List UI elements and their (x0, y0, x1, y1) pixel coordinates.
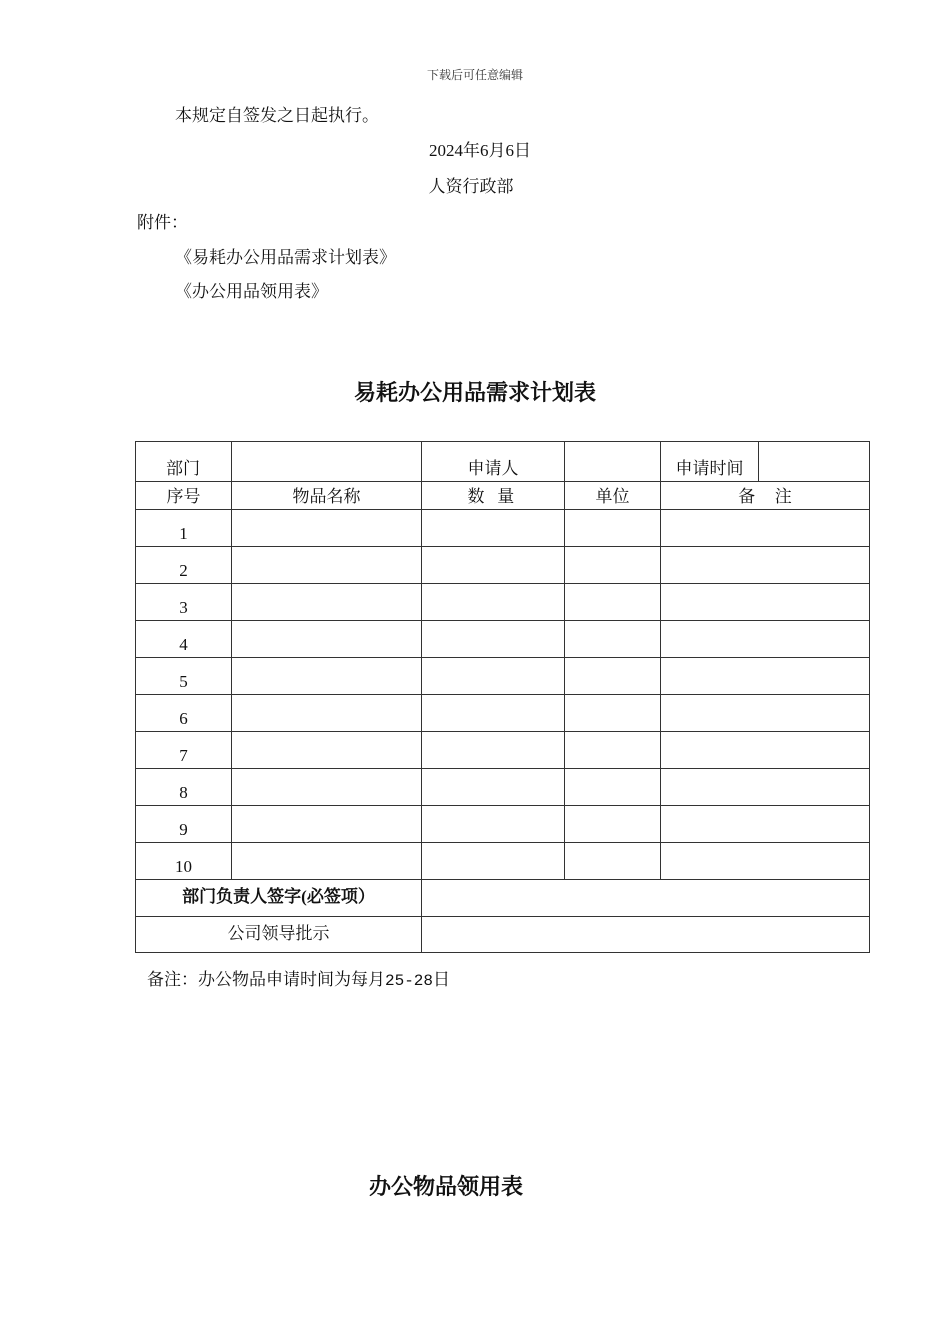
note-cell[interactable] (661, 806, 870, 843)
table-row (136, 547, 870, 584)
table-row (136, 769, 870, 806)
unit-cell[interactable] (565, 769, 661, 806)
dept-head-sign-label: 部门负责人签字(必签项） (136, 880, 422, 917)
quantity-cell[interactable] (422, 584, 565, 621)
item-name-cell[interactable] (232, 806, 422, 843)
quantity-cell[interactable] (422, 843, 565, 880)
dept-label: 部门 (136, 442, 232, 482)
leader-approval-field[interactable] (422, 917, 870, 953)
quantity-cell[interactable] (422, 769, 565, 806)
remark-date-range: 25-28 (385, 972, 434, 990)
apply-time-label: 申请时间 (661, 442, 759, 482)
row-number: 2 (136, 547, 232, 584)
unit-cell[interactable] (565, 806, 661, 843)
row-number: 3 (136, 584, 232, 621)
apply-time-field[interactable] (759, 442, 870, 482)
item-name-cell[interactable] (232, 547, 422, 584)
quantity-cell[interactable] (422, 658, 565, 695)
item-name-cell[interactable] (232, 769, 422, 806)
dept-head-sign-field[interactable] (422, 880, 870, 917)
unit-cell[interactable] (565, 843, 661, 880)
note-cell[interactable] (661, 769, 870, 806)
table-row (136, 510, 870, 547)
note-cell[interactable] (661, 547, 870, 584)
application-time-remark (147, 965, 450, 990)
item-name-cell[interactable] (232, 732, 422, 769)
column-header: 数 量 (422, 482, 565, 510)
note-cell[interactable] (661, 695, 870, 732)
note-cell[interactable] (661, 584, 870, 621)
unit-cell[interactable] (565, 584, 661, 621)
table-row (136, 621, 870, 658)
item-name-cell[interactable] (232, 584, 422, 621)
attachment-item: 《办公用品领用表》 (175, 282, 328, 301)
note-cell[interactable] (661, 843, 870, 880)
table-row (136, 658, 870, 695)
applicant-label: 申请人 (422, 442, 565, 482)
unit-cell[interactable] (565, 621, 661, 658)
table-row (136, 584, 870, 621)
unit-cell[interactable] (565, 658, 661, 695)
unit-cell[interactable] (565, 510, 661, 547)
column-header: 备 注 (661, 482, 870, 510)
item-name-cell[interactable] (232, 843, 422, 880)
column-header: 序号 (136, 482, 232, 510)
row-number: 5 (136, 658, 232, 695)
issue-date: 2024年6月6日 (429, 141, 531, 160)
table-row (136, 695, 870, 732)
row-number: 7 (136, 732, 232, 769)
plan-form-title: 易耗办公用品需求计划表 (353, 380, 596, 405)
effective-statement: 本规定自签发之日起执行。 (175, 106, 379, 125)
dept-field[interactable] (232, 442, 422, 482)
table-row (136, 806, 870, 843)
note-cell[interactable] (661, 732, 870, 769)
item-name-cell[interactable] (232, 510, 422, 547)
dept-head-sign-row (136, 880, 870, 917)
note-cell[interactable] (661, 658, 870, 695)
item-name-cell[interactable] (232, 695, 422, 732)
column-header-row (136, 482, 870, 510)
column-header: 物品名称 (232, 482, 422, 510)
quantity-cell[interactable] (422, 547, 565, 584)
unit-cell[interactable] (565, 547, 661, 584)
item-name-cell[interactable] (232, 658, 422, 695)
row-number: 8 (136, 769, 232, 806)
issuing-department: 人资行政部 (428, 177, 514, 196)
remark-suffix: 日 (433, 970, 451, 989)
leader-approval-label: 公司领导批示 (136, 917, 422, 953)
unit-cell[interactable] (565, 732, 661, 769)
unit-cell[interactable] (565, 695, 661, 732)
row-number: 6 (136, 695, 232, 732)
leader-approval-row (136, 917, 870, 953)
attachment-item: 《易耗办公用品需求计划表》 (175, 248, 396, 267)
quantity-cell[interactable] (422, 732, 565, 769)
row-number: 10 (136, 843, 232, 880)
quantity-cell[interactable] (422, 806, 565, 843)
form-header-row (136, 442, 870, 482)
row-number: 1 (136, 510, 232, 547)
note-cell[interactable] (661, 510, 870, 547)
attachments-label: 附件： (137, 213, 188, 232)
table-row (136, 732, 870, 769)
remark-text: 备注：办公物品申请时间为每月 (147, 970, 385, 989)
usage-form-title: 办公物品领用表 (368, 1174, 523, 1199)
row-number: 4 (136, 621, 232, 658)
item-name-cell[interactable] (232, 621, 422, 658)
row-number: 9 (136, 806, 232, 843)
quantity-cell[interactable] (422, 621, 565, 658)
applicant-field[interactable] (565, 442, 661, 482)
plan-form-table (135, 441, 870, 953)
page-header-note: 下载后可任意编辑 (426, 68, 523, 82)
table-row (136, 843, 870, 880)
quantity-cell[interactable] (422, 695, 565, 732)
note-cell[interactable] (661, 621, 870, 658)
column-header: 单位 (565, 482, 661, 510)
quantity-cell[interactable] (422, 510, 565, 547)
